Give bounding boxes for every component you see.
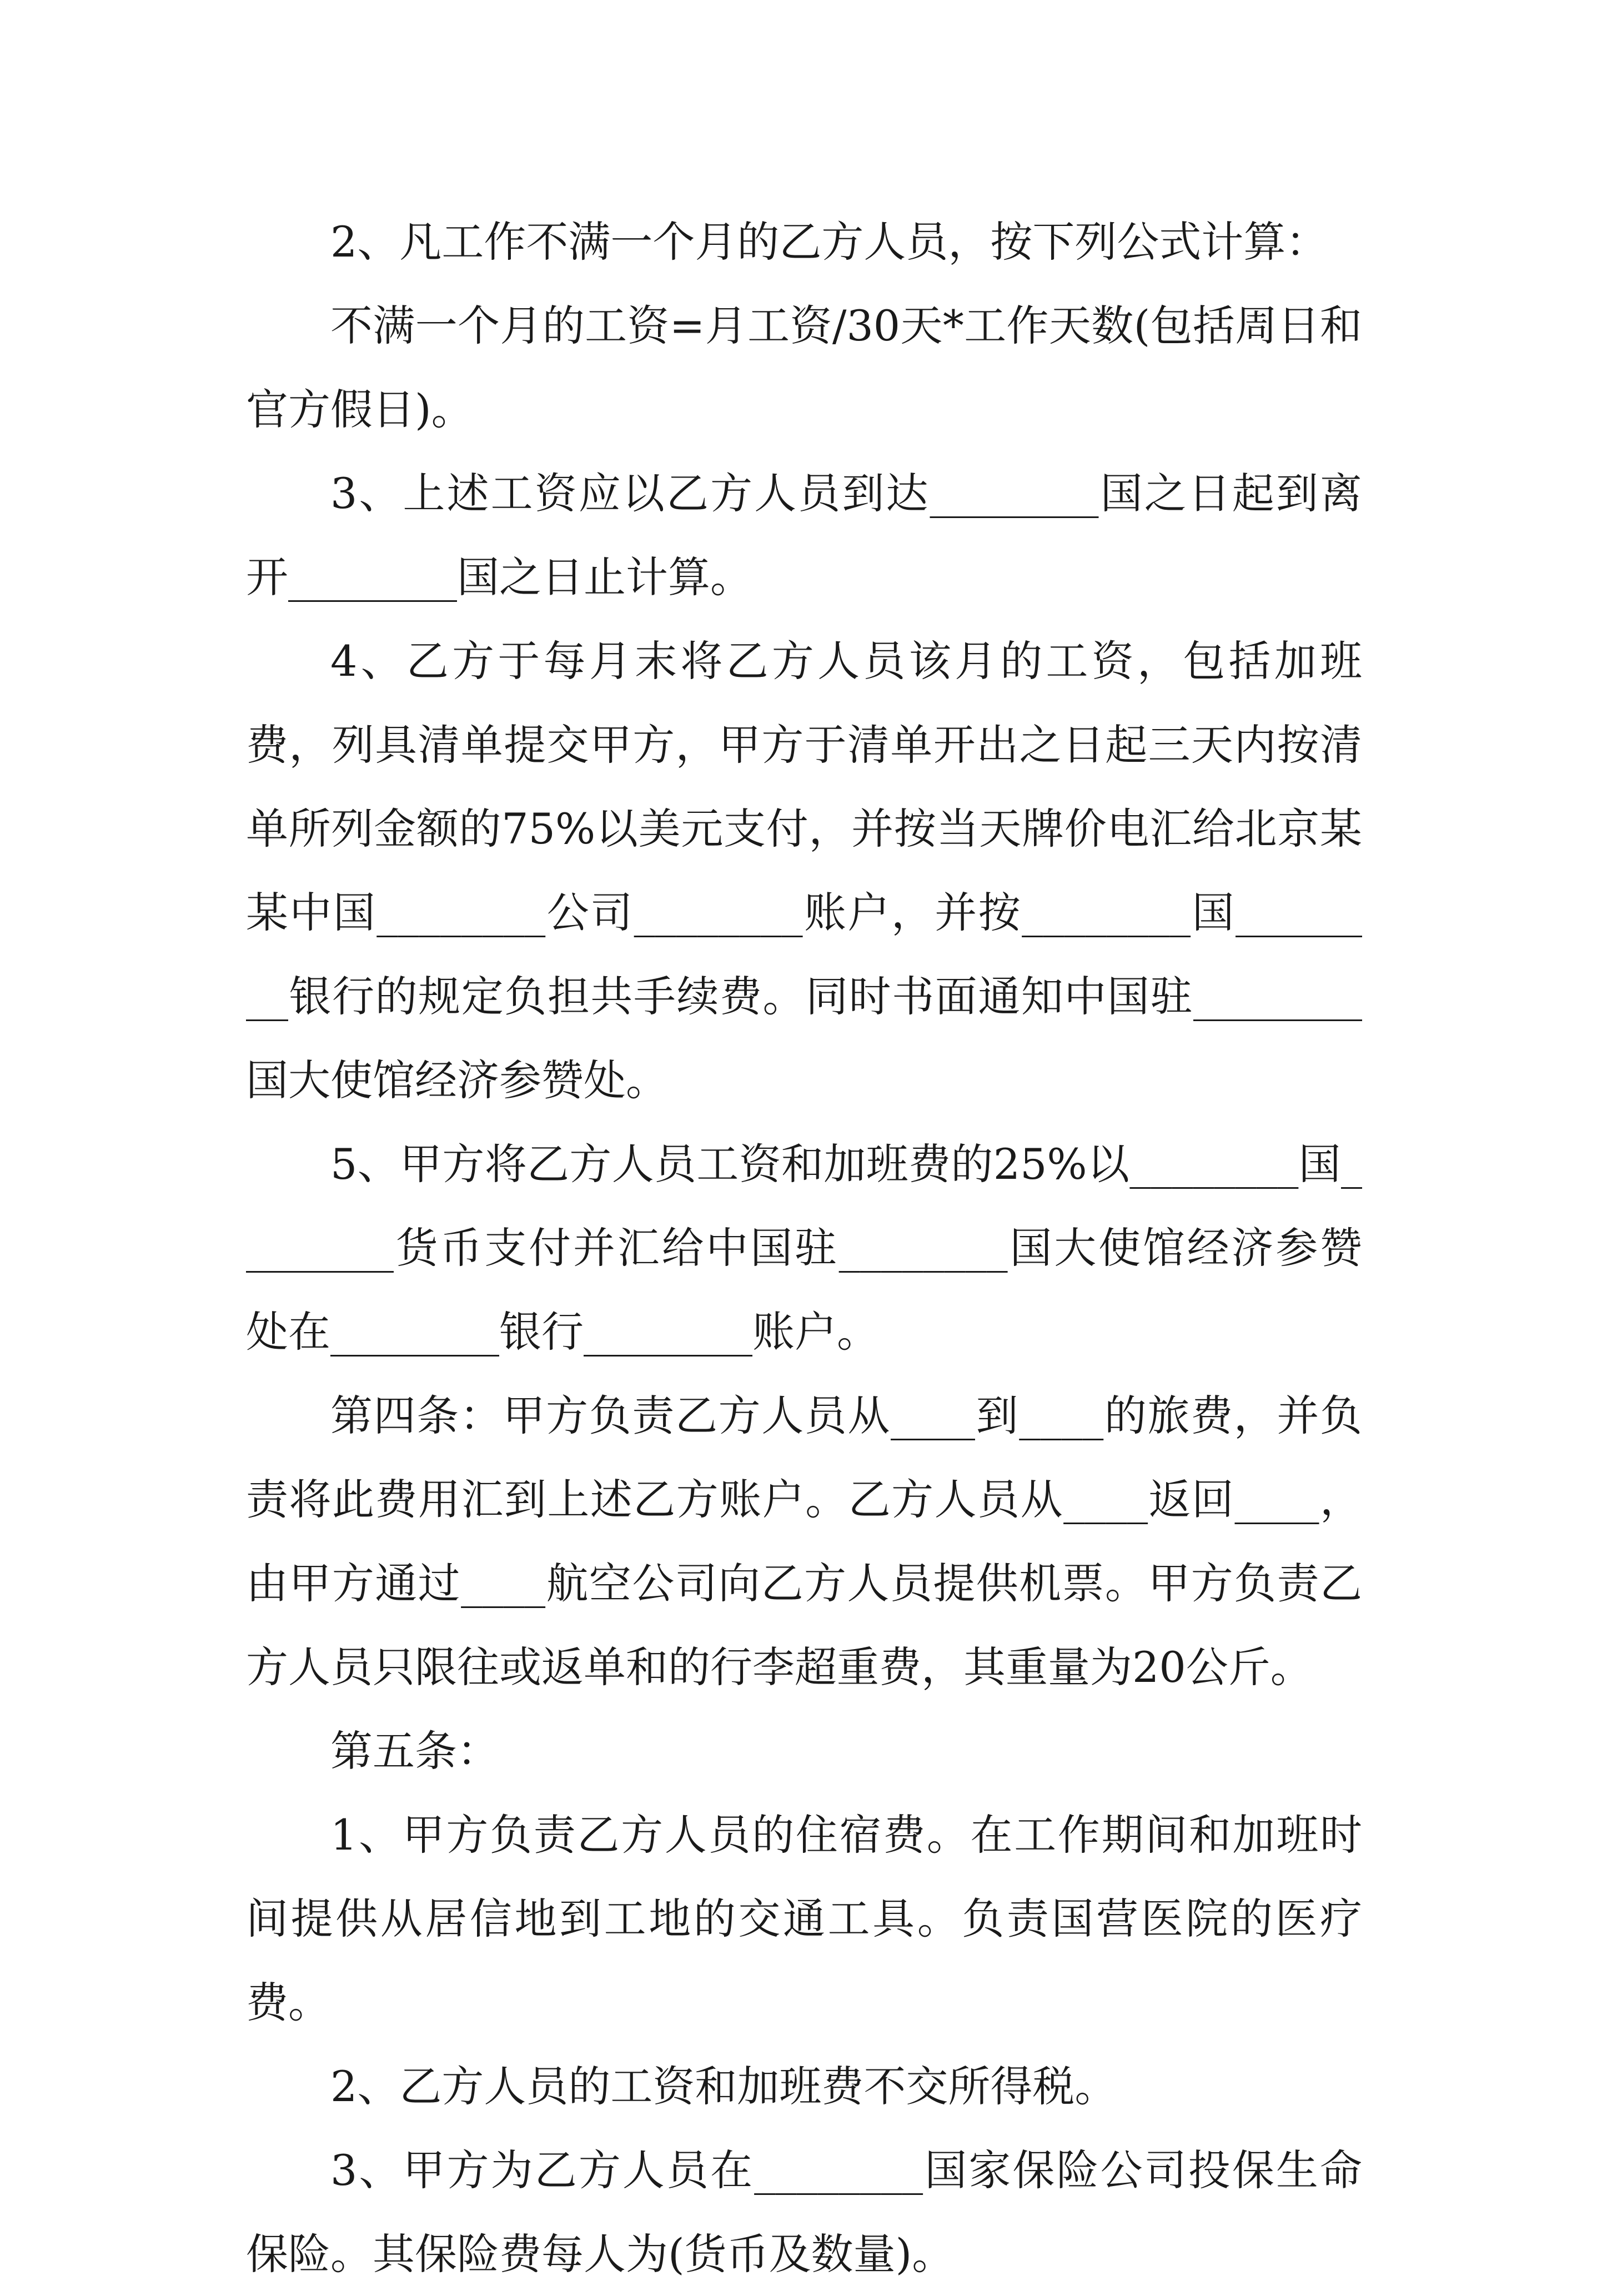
paragraph-salary-formula: 不满一个月的工资=月工资/30天*工作天数(包括周日和官方假日)。 — [246, 301, 1362, 434]
document-body — [246, 200, 1362, 2296]
paragraph-local-currency-payment: 5、甲方将乙方人员工资和加班费的25%以________国________货币支付并汇给中国驻________国大使馆经济参赞处在________银行________账户。 — [246, 1139, 1362, 1357]
paragraph-monthly-payment: 4、乙方于每月末将乙方人员该月的工资，包括加班费，列具清单提交甲方，甲方于清单开出之日起三天内按清单所列金额的75%以美元支付，并按当天牌价电汇给北京某某中国________公司________账户，并按________国________银行的规定负担共手续费。同时书面通知中国驻________国大使馆经济参赞处。 — [246, 636, 1362, 1105]
paragraph-salary-period: 3、上述工资应以乙方人员到达________国之日起到离开________国之日止计算。 — [246, 469, 1362, 602]
paragraph-article-five-heading: 第五条： — [330, 1726, 499, 1776]
paragraph-life-insurance: 3、甲方为乙方人员在________国家保险公司投保生命保险。其保险费每人为(货币及数量)。 — [246, 2146, 1362, 2279]
paragraph-article-four-travel: 第四条：甲方负责乙方人员从____到____的旅费，并负责将此费用汇到上述乙方账户。乙方人员从____返回____，由甲方通过____航空公司向乙方人员提供机票。甲方负责乙方人员只限往或返单和的行李超重费，其重量为20公斤。 — [246, 1391, 1362, 1692]
paragraph-accommodation: 1、甲方负责乙方人员的住宿费。在工作期间和加班时间提供从居信地到工地的交通工具。负责国营医院的医疗费。 — [246, 1810, 1362, 2027]
paragraph-tax-exemption: 2、乙方人员的工资和加班费不交所得税。 — [330, 2062, 1117, 2111]
paragraph-salary-partial-month: 2、凡工作不满一个月的乙方人员，按下列公式计算： — [330, 217, 1328, 267]
